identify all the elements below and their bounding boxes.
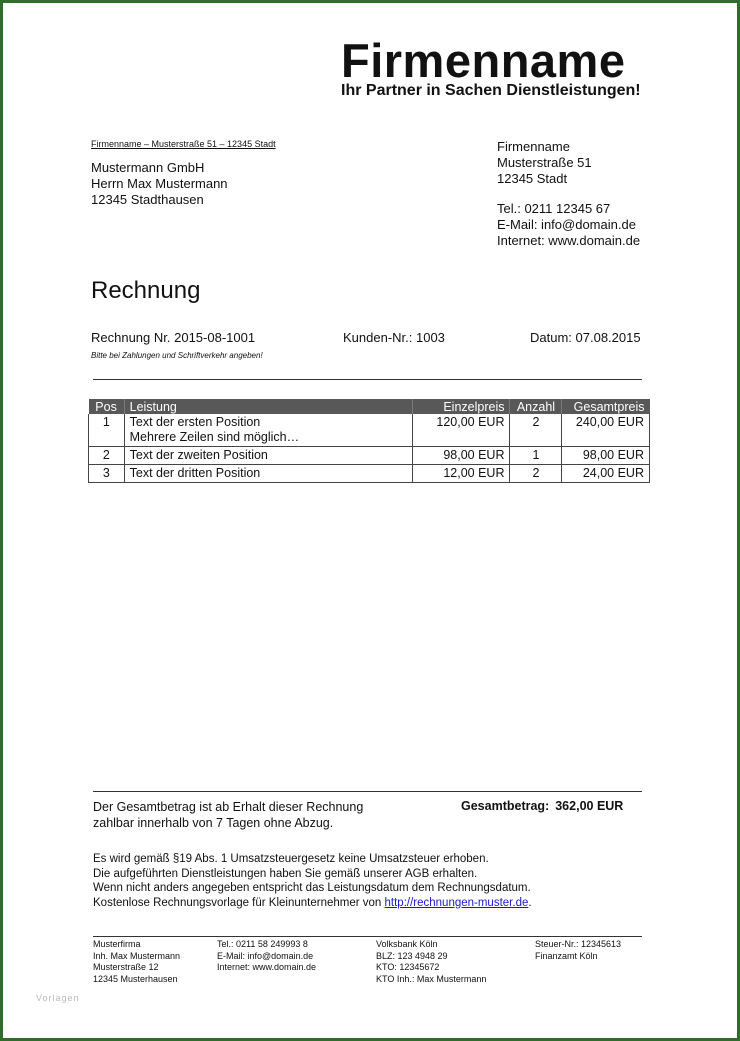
footer-line: KTO: 12345672	[376, 962, 440, 972]
total-label: Gesamtbetrag:	[461, 799, 550, 813]
company-logo-name: Firmenname	[341, 34, 626, 87]
recipient-line: Herrn Max Mustermann	[91, 176, 228, 191]
cell-pos: 1	[89, 414, 125, 447]
company-tagline: Ihr Partner in Sachen Dienstleistungen!	[341, 82, 641, 99]
invoice-number: Rechnung Nr. 2015-08-1001	[91, 330, 256, 345]
company-email: E-Mail: info@domain.de	[497, 217, 636, 232]
cell-description: Text der zweiten Position	[124, 447, 412, 465]
invoice-page	[3, 3, 737, 1038]
company-phone: Tel.: 0211 12345 67	[497, 201, 611, 216]
footer-line: Finanzamt Köln	[535, 950, 598, 961]
tax-line: Die aufgeführten Dienstleistungen haben Sie gemäß unserer AGB erhalten.	[93, 867, 478, 880]
footer-bank	[376, 939, 486, 985]
col-header-pos: Pos	[89, 399, 125, 414]
document-title: Rechnung	[91, 277, 201, 304]
cell-total: 240,00 EUR	[562, 414, 650, 447]
invoice-date: Datum: 07.08.2015	[530, 330, 641, 345]
table-row	[89, 414, 650, 447]
reference-note: Bitte bei Zahlungen und Schriftverkehr angeben!	[91, 351, 263, 360]
col-header-unit-price: Einzelpreis	[412, 399, 510, 414]
footer-line: Internet: www.domain.de	[217, 962, 317, 972]
tax-line: Es wird gemäß §19 Abs. 1 Umsatzsteuergesetz keine Umsatzsteuer erhoben.	[93, 853, 489, 865]
tax-line: Wenn nicht anders angegeben entspricht das Leistungsdatum dem Rechnungsdatum.	[93, 882, 531, 894]
recipient-address	[91, 160, 228, 208]
footer-company	[93, 939, 180, 985]
payment-line: zahlbar innerhalb von 7 Tagen ohne Abzug.	[93, 816, 334, 830]
cell-pos: 3	[89, 465, 125, 483]
cell-unit-price: 12,00 EUR	[412, 465, 510, 483]
cell-unit-price: 98,00 EUR	[412, 447, 510, 465]
footer-tax	[535, 939, 621, 962]
col-header-qty: Anzahl	[510, 399, 562, 414]
recipient-line: 12345 Stadthausen	[91, 192, 204, 207]
footer-divider	[93, 936, 642, 937]
template-link[interactable]: http://rechnungen-muster.de	[384, 896, 529, 909]
col-header-total: Gesamtpreis	[562, 399, 650, 414]
payment-terms	[93, 799, 363, 831]
description-line: Text der ersten Position	[129, 415, 261, 429]
customer-number: Kunden-Nr.: 1003	[343, 330, 445, 345]
cell-unit-price: 120,00 EUR	[412, 414, 510, 447]
tax-line	[93, 896, 532, 911]
footer-contact	[217, 939, 316, 974]
cell-description	[124, 414, 412, 447]
cell-qty: 2	[510, 414, 562, 447]
payment-line: Der Gesamtbetrag ist ab Erhalt dieser Rechnung	[93, 800, 364, 814]
company-contact	[497, 201, 640, 249]
company-street: Musterstraße 51	[497, 155, 592, 170]
footer-line: Volksbank Köln	[376, 939, 438, 949]
col-header-service: Leistung	[124, 399, 412, 414]
cell-pos: 2	[89, 447, 125, 465]
sender-return-line: Firmenname – Musterstraße 51 – 12345 Stadt	[91, 139, 276, 149]
divider	[93, 379, 642, 380]
tax-notes	[93, 852, 532, 910]
table-header-row	[89, 399, 650, 414]
table-row	[89, 447, 650, 465]
tax-line-text: Kostenlose Rechnungsvorlage für Kleinunternehmer von	[93, 896, 385, 909]
cell-qty: 1	[510, 447, 562, 465]
company-address	[497, 139, 592, 187]
total-value: 362,00 EUR	[555, 799, 624, 813]
watermark: Vorlagen	[36, 993, 80, 1003]
footer-line: Musterfirma	[93, 939, 141, 949]
footer-line: 12345 Musterhausen	[93, 973, 178, 984]
grand-total	[461, 799, 623, 813]
company-web: Internet: www.domain.de	[497, 233, 641, 248]
cell-qty: 2	[510, 465, 562, 483]
footer-line: E-Mail: info@domain.de	[217, 950, 314, 961]
recipient-line: Mustermann GmbH	[91, 160, 205, 175]
company-city: 12345 Stadt	[497, 171, 568, 186]
footer-line: Steuer-Nr.: 12345613	[535, 939, 622, 949]
company-name: Firmenname	[497, 139, 570, 154]
footer-line: Inh. Max Mustermann	[93, 950, 181, 961]
line-items-table	[88, 399, 650, 483]
footer-line: BLZ: 123 4948 29	[376, 950, 448, 961]
footer-line: Musterstraße 12	[93, 962, 159, 972]
footer-line: KTO Inh.: Max Mustermann	[376, 973, 487, 984]
table-row	[89, 465, 650, 483]
description-line: Mehrere Zeilen sind möglich…	[129, 430, 300, 444]
cell-total: 24,00 EUR	[562, 465, 650, 483]
divider	[93, 791, 642, 792]
tax-line-suffix: .	[528, 896, 532, 909]
cell-total: 98,00 EUR	[562, 447, 650, 465]
footer-line: Tel.: 0211 58 249993 8	[217, 939, 308, 949]
cell-description: Text der dritten Position	[124, 465, 412, 483]
